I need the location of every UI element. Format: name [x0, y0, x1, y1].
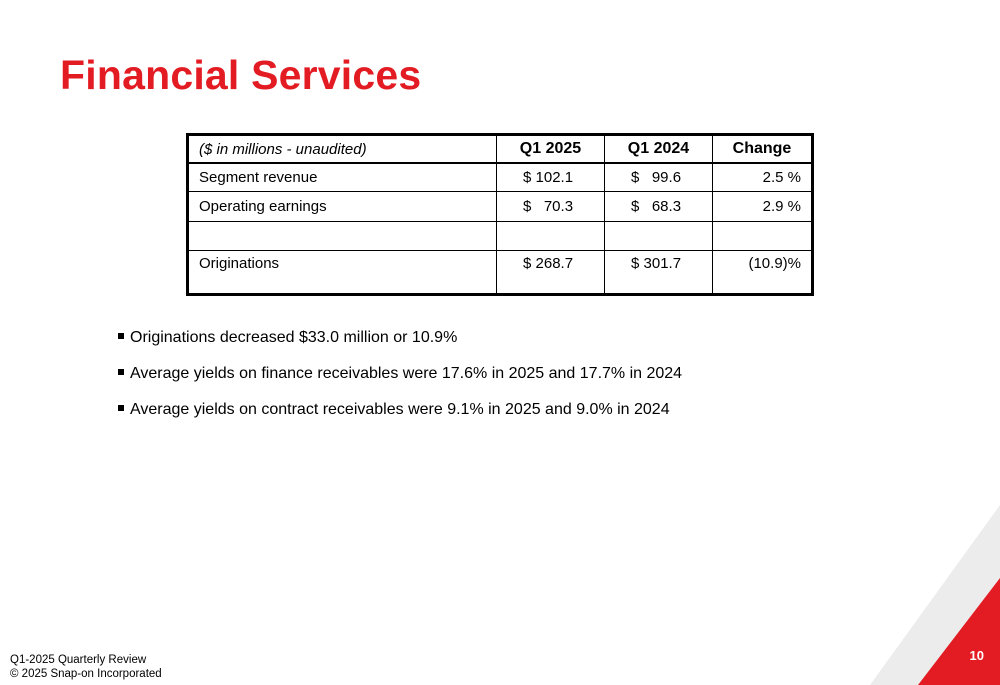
cell-change: 2.9 % [713, 192, 813, 222]
bullet-square-icon [118, 333, 124, 339]
cell-q1-2024: $ 301.7 [605, 251, 713, 295]
row-label: Originations [188, 251, 497, 295]
header-change: Change [713, 135, 813, 164]
footer-copyright: © 2025 Snap-on Incorporated [10, 668, 162, 680]
table-row [188, 163, 813, 192]
bullet-text: Average yields on contract receivables were 9.1% in 2025 and 9.0% in 2024 [130, 401, 670, 418]
footer-line-1: Q1-2025 Quarterly Review [10, 654, 147, 666]
bullet-item [118, 400, 682, 436]
footer [10, 653, 162, 681]
cell-change: (10.9)% [713, 251, 813, 295]
cell-q1-2025: $ 70.3 [497, 192, 605, 222]
cell-q1-2024: $ 99.6 [605, 163, 713, 192]
bullet-text: Originations decreased $33.0 million or 10.9% [130, 329, 458, 346]
cell-change [713, 222, 813, 251]
cell-q1-2025: $ 102.1 [497, 163, 605, 192]
table-row [188, 251, 813, 295]
bullet-item [118, 364, 682, 400]
table-header-row [188, 135, 813, 164]
header-q1-2025: Q1 2025 [497, 135, 605, 164]
table-row [188, 192, 813, 222]
cell-q1-2024: $ 68.3 [605, 192, 713, 222]
bullet-square-icon [118, 405, 124, 411]
row-label [188, 222, 497, 251]
bullet-text: Average yields on finance receivables were 17.6% in 2025 and 17.7% in 2024 [130, 365, 683, 382]
header-q1-2024: Q1 2024 [605, 135, 713, 164]
page-number: 10 [969, 648, 984, 663]
row-label: Operating earnings [188, 192, 497, 222]
header-units: ($ in millions - unaudited) [188, 135, 497, 164]
bullet-square-icon [118, 369, 124, 375]
cell-q1-2025 [497, 222, 605, 251]
cell-q1-2025: $ 268.7 [497, 251, 605, 295]
page-title: Financial Services [60, 52, 422, 98]
cell-change: 2.5 % [713, 163, 813, 192]
cell-q1-2024 [605, 222, 713, 251]
bullet-item [118, 328, 682, 364]
table-row [188, 222, 813, 251]
bullet-list [118, 328, 682, 436]
row-label: Segment revenue [188, 163, 497, 192]
financial-table [186, 133, 814, 296]
